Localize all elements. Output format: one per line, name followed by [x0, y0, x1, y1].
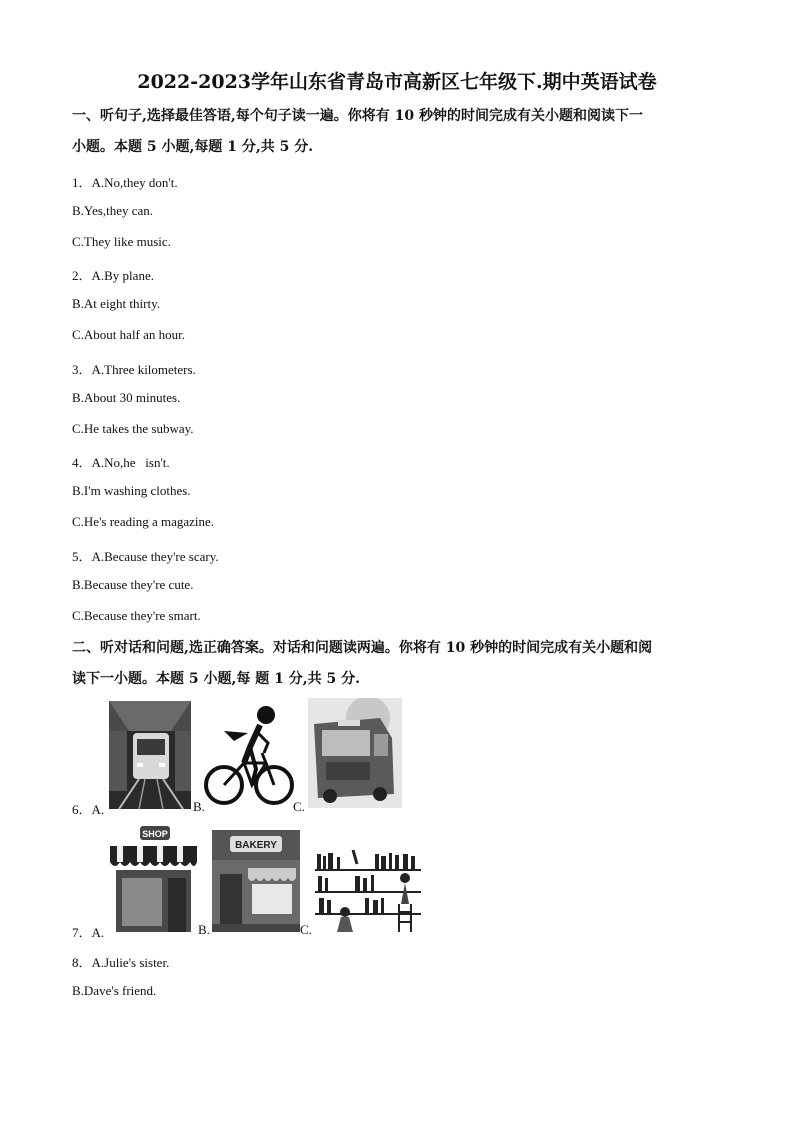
q3-option-b: B.About 30 minutes.: [72, 390, 181, 405]
section-1-heading: [72, 101, 724, 163]
q4-option-b: B.I'm washing clothes.: [72, 483, 191, 498]
bakery-sign-text: BAKERY: [235, 840, 277, 851]
section-1-heading-line-2: 小题。本题 5 小题,每题 1 分,共 5 分.: [72, 139, 314, 155]
q7-label-a: 7．A.: [72, 925, 105, 940]
bakery-image: [212, 830, 300, 932]
subway-train-image: [109, 701, 191, 809]
q6-label-a: 6．A.: [72, 802, 105, 817]
q2-option-a: 2．A.By plane.: [72, 268, 154, 283]
q8-option-a: 8．A.Julie's sister.: [72, 955, 170, 970]
q4-option-c: C.He's reading a magazine.: [72, 514, 215, 529]
q8-option-b: B.Dave's friend.: [72, 983, 157, 998]
q5-option-c: C.Because they're smart.: [72, 608, 201, 623]
library-bookshelf-image: [315, 848, 421, 932]
shop-sign-text: SHOP: [142, 829, 168, 839]
q5-option-b: B.Because they're cute.: [72, 577, 194, 592]
section-2-heading: [72, 633, 724, 695]
q7-label-b: B.: [198, 922, 210, 937]
shop-image: [110, 826, 197, 932]
q4-option-a: 4．A.No,he isn't.: [72, 455, 170, 470]
q3-option-a: 3．A.Three kilometers.: [72, 362, 196, 377]
section-2-heading-line-1: 二、听对话和问题,选正确答案。对话和问题读两遍。你将有 10 秒钟的时间完成有关小题和阅: [72, 640, 653, 656]
q2-option-c: C.About half an hour.: [72, 327, 186, 342]
q1-option-b: B.Yes,they can.: [72, 203, 154, 218]
bicycle-rider-image: [204, 703, 294, 807]
q3-option-c: C.He takes the subway.: [72, 421, 194, 436]
section-1-heading-line-1: 一、听句子,选择最佳答语,每个句子读一遍。你将有 10 秒钟的时间完成有关小题和阅读下一: [72, 108, 643, 124]
section-2-heading-line-2: 读下一小题。本题 5 小题,每 题 1 分,共 5 分.: [72, 671, 360, 687]
q6-label-b: B.: [193, 799, 205, 814]
q1-option-a: 1．A.No,they don't.: [72, 175, 178, 190]
q5-option-a: 5．A.Because they're scary.: [72, 549, 219, 564]
q7-label-c: C.: [300, 922, 312, 937]
page-title: 2022-2023学年山东省青岛市高新区七年级下.期中英语试卷: [137, 71, 657, 93]
q2-option-b: B.At eight thirty.: [72, 296, 160, 311]
q1-option-c: C.They like music.: [72, 234, 171, 249]
q6-label-c: C.: [293, 799, 305, 814]
bus-image: [308, 698, 402, 808]
